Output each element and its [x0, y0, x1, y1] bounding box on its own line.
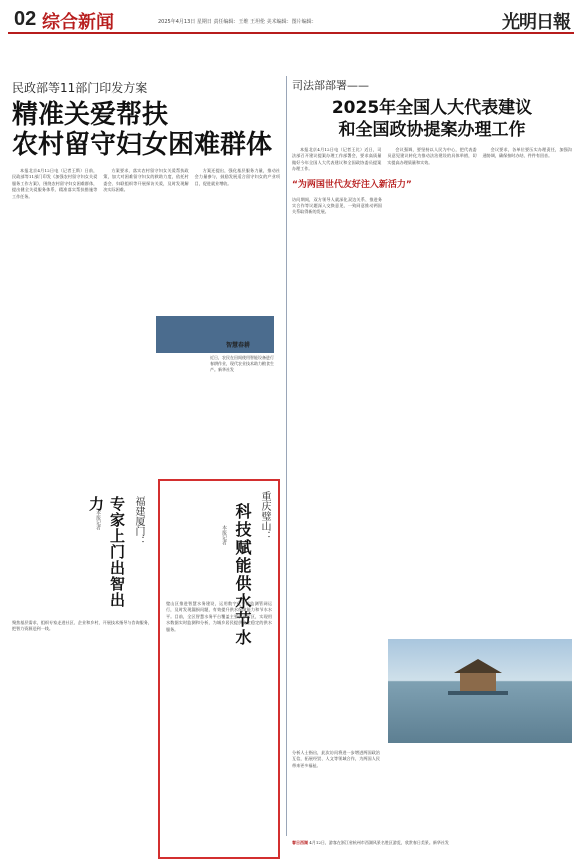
- right-story: [292, 77, 572, 216]
- right-kicker: 司法部部署——: [292, 79, 369, 92]
- body-col-3: 方案还提出，强化基层服务力量，推动社会力量参与，鼓励发展适合留守妇女的产业项目，促进就业增收。: [194, 168, 280, 186]
- right-body-5: 分析人士指出，此次访问将进一步增进两国政治互信，拓展经贸、人文等领域合作，为两国人民带来更多福祉。: [292, 750, 380, 768]
- pavilion-icon: [448, 657, 508, 697]
- fujian-title: 专家上门出智出力: [87, 496, 126, 608]
- page-header: [8, 6, 574, 34]
- story-headline: [12, 100, 280, 160]
- fujian-kicker: 福建厦门：: [133, 496, 144, 546]
- photo-title: 智慧春耕: [226, 342, 251, 349]
- footer-label: 春日西湖: [292, 840, 308, 845]
- headline-line-1: 精准关爱帮扶: [12, 100, 169, 130]
- west-lake-photo: [388, 639, 572, 743]
- right-story-body: [292, 147, 572, 173]
- section-title: 综合新闻: [42, 12, 114, 33]
- pull-quote: “为两国世代友好注入新活力”: [292, 179, 412, 190]
- right-body-1: 本报北京4月12日电（记者王比）近日，司法部召开建议提案办理工作部署会，要求高质量做好今年全国人大代表建议和全国政协委员提案办理工作。: [292, 147, 382, 172]
- box-title: 科技赋能供水节水: [233, 503, 252, 647]
- fujian-author: 本报记者: [95, 510, 101, 530]
- fujian-body: 聚焦基层需求，组织专家走进社区、企业和乡村，开展技术指导与咨询服务，把智力资源送到一线。: [12, 620, 152, 632]
- right-body-2: 会议强调，要坚持以人民为中心，把代表委员意见建议转化为推动法治建设的具体举措，切实提高办理质量和实效。: [387, 147, 477, 165]
- right-headline-line-2: 和全国政协提案办理工作: [338, 120, 526, 140]
- right-body-3: 会议要求，各单位要压实办理责任，加强沟通协调，确保按时办结、件件有回音。: [482, 147, 572, 159]
- right-body-4: 访问期间，双方领导人就深化双边关系、推进务实合作等议题深入交换意见，一致同意推动两国关系取得新的发展。: [292, 196, 382, 215]
- footer-caption: 4月12日，游客在浙江省杭州市西湖风景名胜区游览，欣赏春日美景。新华社发: [309, 840, 449, 845]
- headline-line-2: 农村留守妇女困难群体: [12, 130, 273, 160]
- body-col-1: 本报北京4月12日电（记者王斯）日前，民政部等11部门印发《加强农村留守妇女关爱服务工作方案》，围绕农村留守妇女困难群体，提出健全关爱服务体系、精准落实帮扶措施等工作任务。: [12, 168, 98, 199]
- photo-footer: [292, 840, 574, 860]
- left-story: [12, 77, 280, 200]
- body-col-2: 方案要求，落实农村留守妇女关爱帮扶政策，加大对困难留守妇女的救助力度，依托村委会、妇联组织等开展探访关爱，及时发现解决实际困难。: [103, 168, 189, 193]
- fujian-story: [76, 496, 146, 616]
- story-kicker: 民政部等11部门印发方案: [12, 81, 148, 95]
- right-headline-line-1: 2025年全国人大代表建议: [331, 98, 533, 118]
- column-divider: [286, 76, 287, 836]
- right-bottom-text: [292, 750, 572, 769]
- spring-farming-photo: [156, 316, 274, 353]
- page-number: 02: [14, 8, 37, 30]
- photo-caption: 近日，农民在田间使用智能设备进行春耕作业，现代农业技术助力粮食生产。新华社发: [210, 355, 274, 372]
- right-headline: [292, 97, 572, 141]
- box-author: 本报记者: [221, 525, 227, 545]
- story-body: [12, 168, 280, 200]
- box-body: 璧山区推进智慧水务建设，运用数字化手段监测管网运行，及时发现漏损问题，有效提升供水保障能力和节水水平。目前，全区智慧水务平台覆盖主要供水片区，实现用水数据实时监测和分析，为城乡居民提供安全稳定的供水服务。: [166, 601, 272, 632]
- highlighted-story-box: [158, 479, 280, 859]
- masthead-logo: 光明日報: [502, 12, 570, 33]
- box-kicker: 重庆璧山：: [259, 491, 270, 541]
- issue-meta: 2025年4月13日 星期日 责任编辑：王维 王坦伦 美术编辑：图片编辑：: [158, 19, 317, 25]
